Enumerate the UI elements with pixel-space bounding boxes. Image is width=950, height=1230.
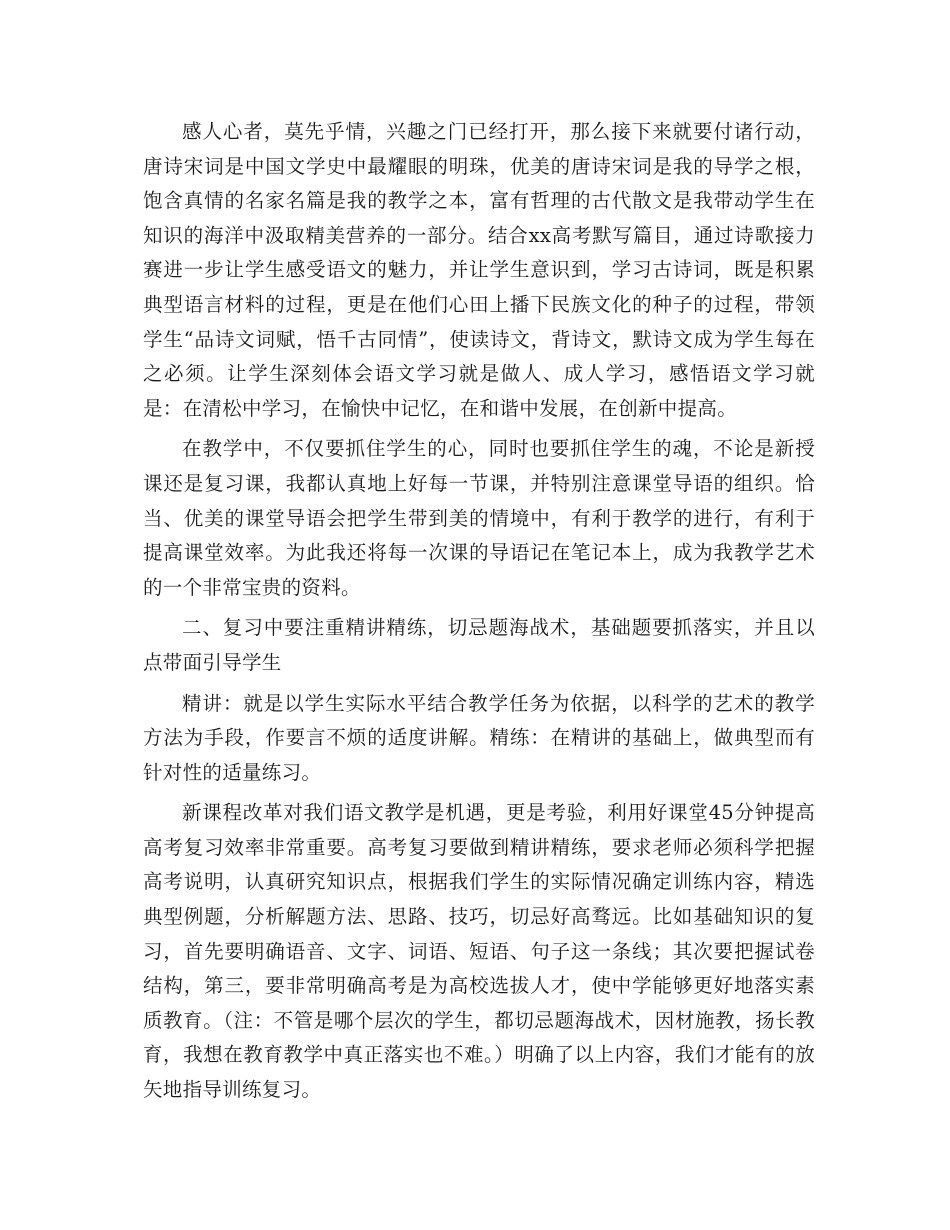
paragraph-4: 新课程改革对我们语文教学是机遇，更是考验，利用好课堂45分钟提高高考复习效率非常重要。高考复习要做到精讲精练，要求老师必须科学把握高考说明，认真研究知识点，根据我们学生的实际情况确定训练内容，精选典型例题，分析解题方法、思路、技巧，切忌好高骛远。比如基础知识的复习，首先要明确语音、文字、词语、短语、句子这一条线；其次要把握试卷结构，第三，要非常明确高考是为高校选拔人才，使中学能够更好地落实素质教育。（注：不管是哪个层次的学生，都切忌题海战术，因材施教，扬长教育，我想在教育教学中真正落实也不难。）明确了以上内容，我们才能有的放矢地指导训练复习。 <box>143 801 815 1102</box>
paragraph-3: 精讲：就是以学生实际水平结合教学任务为依据，以科学的艺术的教学方法为手段，作要言不烦的适度讲解。精练：在精讲的基础上，做典型而有针对性的适量练习。 <box>143 691 815 784</box>
section-heading: 二、复习中要注重精讲精练，切忌题海战术，基础题要抓落实，并且以点带面引导学生 <box>143 616 815 674</box>
paragraph-1: 感人心者，莫先乎情，兴趣之门已经打开，那么接下来就要付诸行动，唐诗宋词是中国文学史中最耀眼的明珠，优美的唐诗宋词是我的导学之根，饱含真情的名家名篇是我的教学之本，富有哲理的古代散文是我带动学生在知识的海洋中汲取精美营养的一部分。结合xx高考默写篇目，通过诗歌接力赛进一步让学生感受语文的魅力，并让学生意识到，学习古诗词，既是积累典型语言材料的过程，更是在他们心田上播下民族文化的种子的过程，带领学生“品诗文词赋，悟千古同情”，使读诗文，背诗文，默诗文成为学生每在之必须。让学生深刻体会语文学习就是做人、成人学习，感悟语文学习就是：在清松中学习，在愉快中记忆，在和谐中发展，在创新中提高。 <box>143 120 815 420</box>
document-page <box>143 115 815 1108</box>
paragraph-2: 在教学中，不仅要抓住学生的心，同时也要抓住学生的魂，不论是新授课还是复习课，我都认真地上好每一节课，并特别注意课堂导语的组织。恰当、优美的课堂导语会把学生带到美的情境中，有利于教学的进行，有利于提高课堂效率。为此我还将每一次课的导语记在笔记本上，成为我教学艺术的一个非常宝贵的资料。 <box>143 437 815 599</box>
